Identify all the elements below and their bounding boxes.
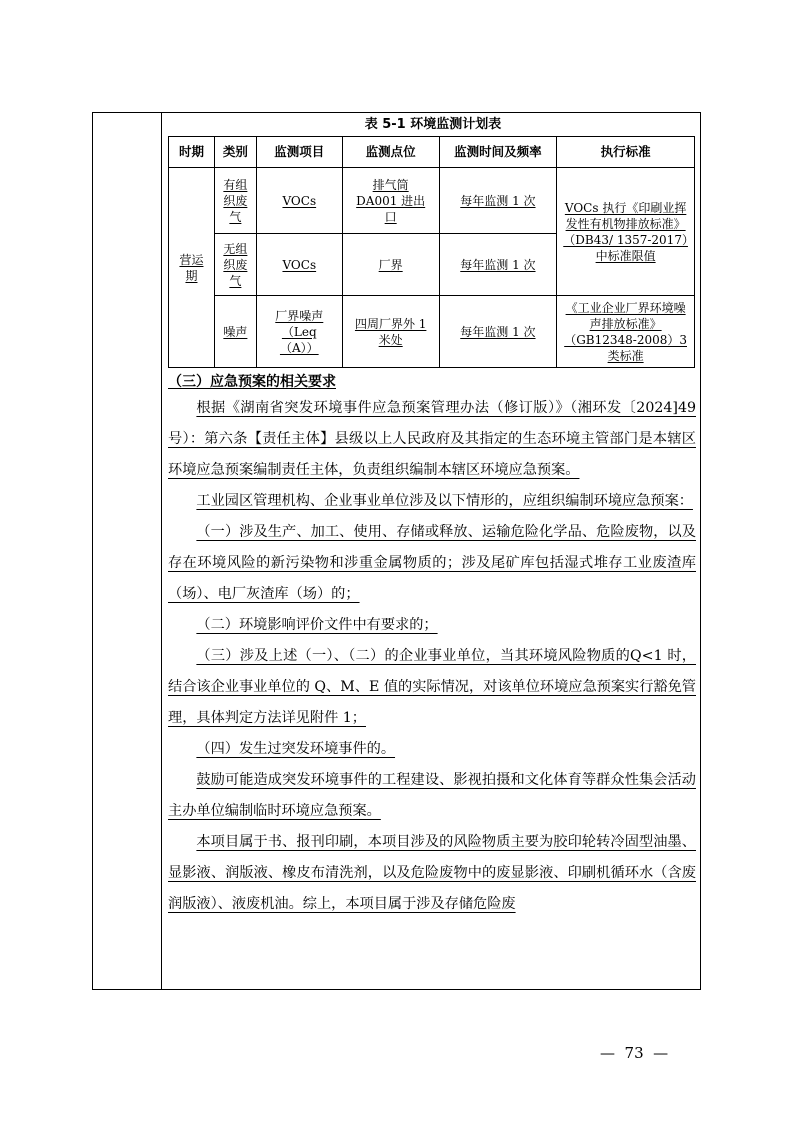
standard-voc-cell: VOCs 执行《印刷业挥发性有机物排放标准》（DB43/ 1357-2017）中标准限值: [557, 168, 695, 296]
paragraph-text: 本项目属于书、报刊印刷，本项目涉及的风险物质主要为胶印轮转冷固型油墨、显影液、润版液、橡皮布清洗剂，以及危险废物中的废显影液、印刷机循环水（含废润版液）、液废机油。综上，本项目属于涉及存储危险废: [168, 834, 696, 912]
frame-divider: [161, 112, 162, 990]
frequency-cell: 每年监测 1 次: [439, 296, 557, 368]
paragraph: [168, 827, 696, 920]
content-column: [168, 114, 698, 920]
standard-noise-cell: 《工业企业厂界环境噪声排放标准》（GB12348-2008）3 类标准: [557, 296, 695, 368]
point-cell: 排气筒DA001 进出口: [342, 168, 439, 234]
frequency-cell: 每年监测 1 次: [439, 168, 557, 234]
paragraph: [168, 393, 696, 486]
page-number: — 73 —: [600, 1044, 669, 1062]
table-row: [169, 296, 695, 368]
item-cell: VOCs: [256, 234, 342, 296]
section-heading-text: （三）应急预案的相关要求: [168, 374, 336, 390]
paragraph: [168, 517, 696, 610]
category-cell: 有组织废气: [214, 168, 256, 234]
monitoring-plan-table: [168, 136, 695, 368]
paragraph-text: 根据《湖南省突发环境事件应急预案管理办法（修订版）》（湘环发〔2024]49 号）：第六条【责任主体】县级以上人民政府及其指定的生态环境主管部门是本辖区环境应急预案编制责任主体，负责组织编制本辖区环境应急预案。: [168, 400, 696, 478]
paragraph-text: 鼓励可能造成突发环境事件的工程建设、影视拍摄和文化体育等群众性集会活动主办单位编制临时环境应急预案。: [168, 772, 696, 819]
period-cell: 营运期: [169, 168, 215, 368]
header-item: 监测项目: [256, 137, 342, 168]
paragraph-text: （一）涉及生产、加工、使用、存储或释放、运输危险化学品、危险废物，以及存在环境风险的新污染物和涉重金属物质的；涉及尾矿库包括湿式堆存工业废渣库（场）、电厂灰渣库（场）的；: [168, 524, 696, 602]
table-title: 表 5-1 环境监测计划表: [364, 117, 502, 132]
table-row: [169, 168, 695, 234]
header-standard: 执行标准: [557, 137, 695, 168]
header-category: 类别: [214, 137, 256, 168]
item-cell: 厂界噪声（Leq（A））: [256, 296, 342, 368]
item-cell: VOCs: [256, 168, 342, 234]
category-cell: 无组织废气: [214, 234, 256, 296]
category-cell: 噪声: [214, 296, 256, 368]
point-cell: 厂界: [342, 234, 439, 296]
paragraph-text: （三）涉及上述（一）、（二）的企业事业单位，当其环境风险物质的Q<1 时，结合该企业事业单位的 Q、M、E 值的实际情况，对该单位环境应急预案实行豁免管理，具体判定方法详见附件 1；: [168, 648, 696, 726]
paragraph-text: （四）发生过突发环境事件的。: [196, 741, 396, 757]
paragraph: [168, 486, 696, 517]
paragraph: [168, 734, 696, 765]
section-heading: [168, 371, 698, 393]
point-cell: 四周厂界外 1 米处: [342, 296, 439, 368]
header-point: 监测点位: [342, 137, 439, 168]
paragraph: [168, 641, 696, 734]
header-period: 时期: [169, 137, 215, 168]
frequency-cell: 每年监测 1 次: [439, 234, 557, 296]
paragraph-text: 工业园区管理机构、企业事业单位涉及以下情形的，应组织编制环境应急预案：: [196, 493, 693, 509]
paragraph: [168, 765, 696, 827]
paragraph-text: （二）环境影响评价文件中有要求的；: [196, 617, 438, 633]
paragraph: [168, 610, 696, 641]
table-header-row: [169, 137, 695, 168]
header-frequency: 监测时间及频率: [439, 137, 557, 168]
